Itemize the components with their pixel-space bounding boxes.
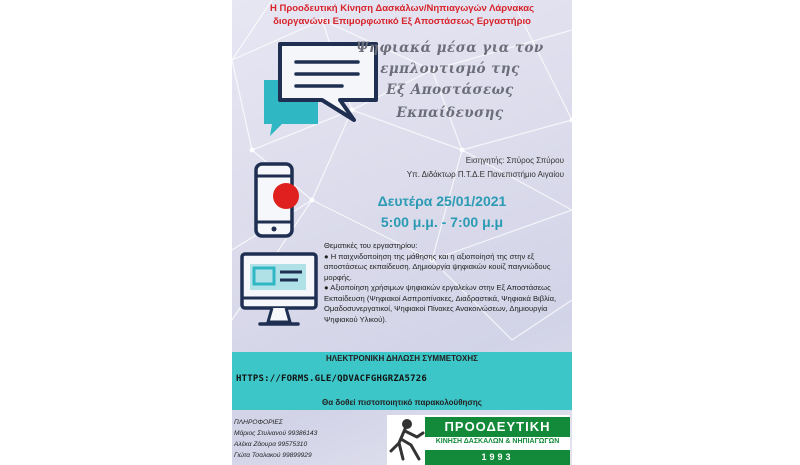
registration-link[interactable]: HTTPS://FORMS.GLE/QDVACFGHGRZA5726: [236, 374, 428, 384]
header-line-2: διοργανώνει Επιμορφωτικό Εξ Αποστάσεως Εργαστήριο: [273, 16, 531, 27]
contact-info: [234, 417, 317, 461]
computer-monitor-icon: [238, 248, 324, 338]
organization-logo: [387, 415, 570, 465]
registration-title: ΗΛΕΚΤΡΟΝΙΚΗ ΔΗΛΩΣΗ ΣΥΜΜΕΤΟΧΗΣ: [326, 354, 478, 363]
speaker-title: Υπ. Διδάκτωρ Π.Τ.Δ.Ε Πανεπιστήμιο Αιγαίου: [406, 170, 564, 179]
title-line-1: Ψηφιακά μέσα για τον: [356, 40, 544, 56]
contact-3: Γιώτα Τσαλακού 99899929: [234, 452, 312, 459]
topic-item-2: ● Αξιοποίηση χρήσιμων ψηφιακών εργαλείων στην Εξ Αποστάσεως Εκπαίδευση (Ψηφιακοί Ασπροπίνακες, Διαδραστικά, Ψηφιακά Βιβλία, Ομαδοσυνεργατικοί, Ψηφιακοί Πίνακες Ανακοινώσεων, Δημιουργία Ψηφιακού Υλικού).: [324, 283, 557, 324]
certificate-note: Θα δοθεί πιστοποιητικό παρακολούθησης: [322, 398, 482, 407]
event-date: Δευτέρα 25/01/2021: [377, 193, 507, 209]
speaker-name: Εισηγητής: Σπύρος Σπύρου: [465, 156, 564, 165]
contact-2: Αλέκα Ζάουρα 99575310: [234, 441, 308, 448]
header-line-1: Η Προοδευτική Κίνηση Δασκάλων/Νηπιαγωγών Λάρνακας: [269, 3, 535, 14]
title-line-3: Εξ Αποστάσεως: [386, 82, 514, 98]
title-line-2: εμπλουτισμό της: [380, 61, 520, 77]
logo-year: 1993: [425, 450, 570, 465]
contact-1: Μάριος Στυλιανού 99386143: [234, 430, 318, 437]
event-poster: [232, 0, 572, 465]
logo-name: ΠΡΟΟΔΕΥΤΙΚΗ: [425, 417, 570, 437]
topic-item-1: ● Η παιχνιδοποίηση της μάθησης και η αξιοποίησή της στην εξ αποστάσεως εκπαίδευση. Δημιουργία ψηφιακών κουίζ παιγνιώδους μορφής.: [324, 251, 551, 282]
organizer-header: [232, 2, 572, 28]
smartphone-icon: [252, 160, 302, 240]
runner-figure-icon: [387, 415, 427, 465]
topics-section: [324, 241, 564, 325]
logo-subtitle: ΚΙΝΗΣΗ ΔΑΣΚΑΛΩΝ & ΝΗΠΙΑΓΩΓΩΝ: [435, 438, 560, 445]
topics-heading: Θεματικές του εργαστηρίου:: [324, 241, 418, 250]
event-time: 5:00 μ.μ. - 7:00 μ.μ: [380, 214, 504, 230]
info-heading: ΠΛΗΡΟΦΟΡΙΕΣ: [234, 419, 283, 426]
title-line-4: Εκπαίδευσης: [396, 105, 504, 121]
